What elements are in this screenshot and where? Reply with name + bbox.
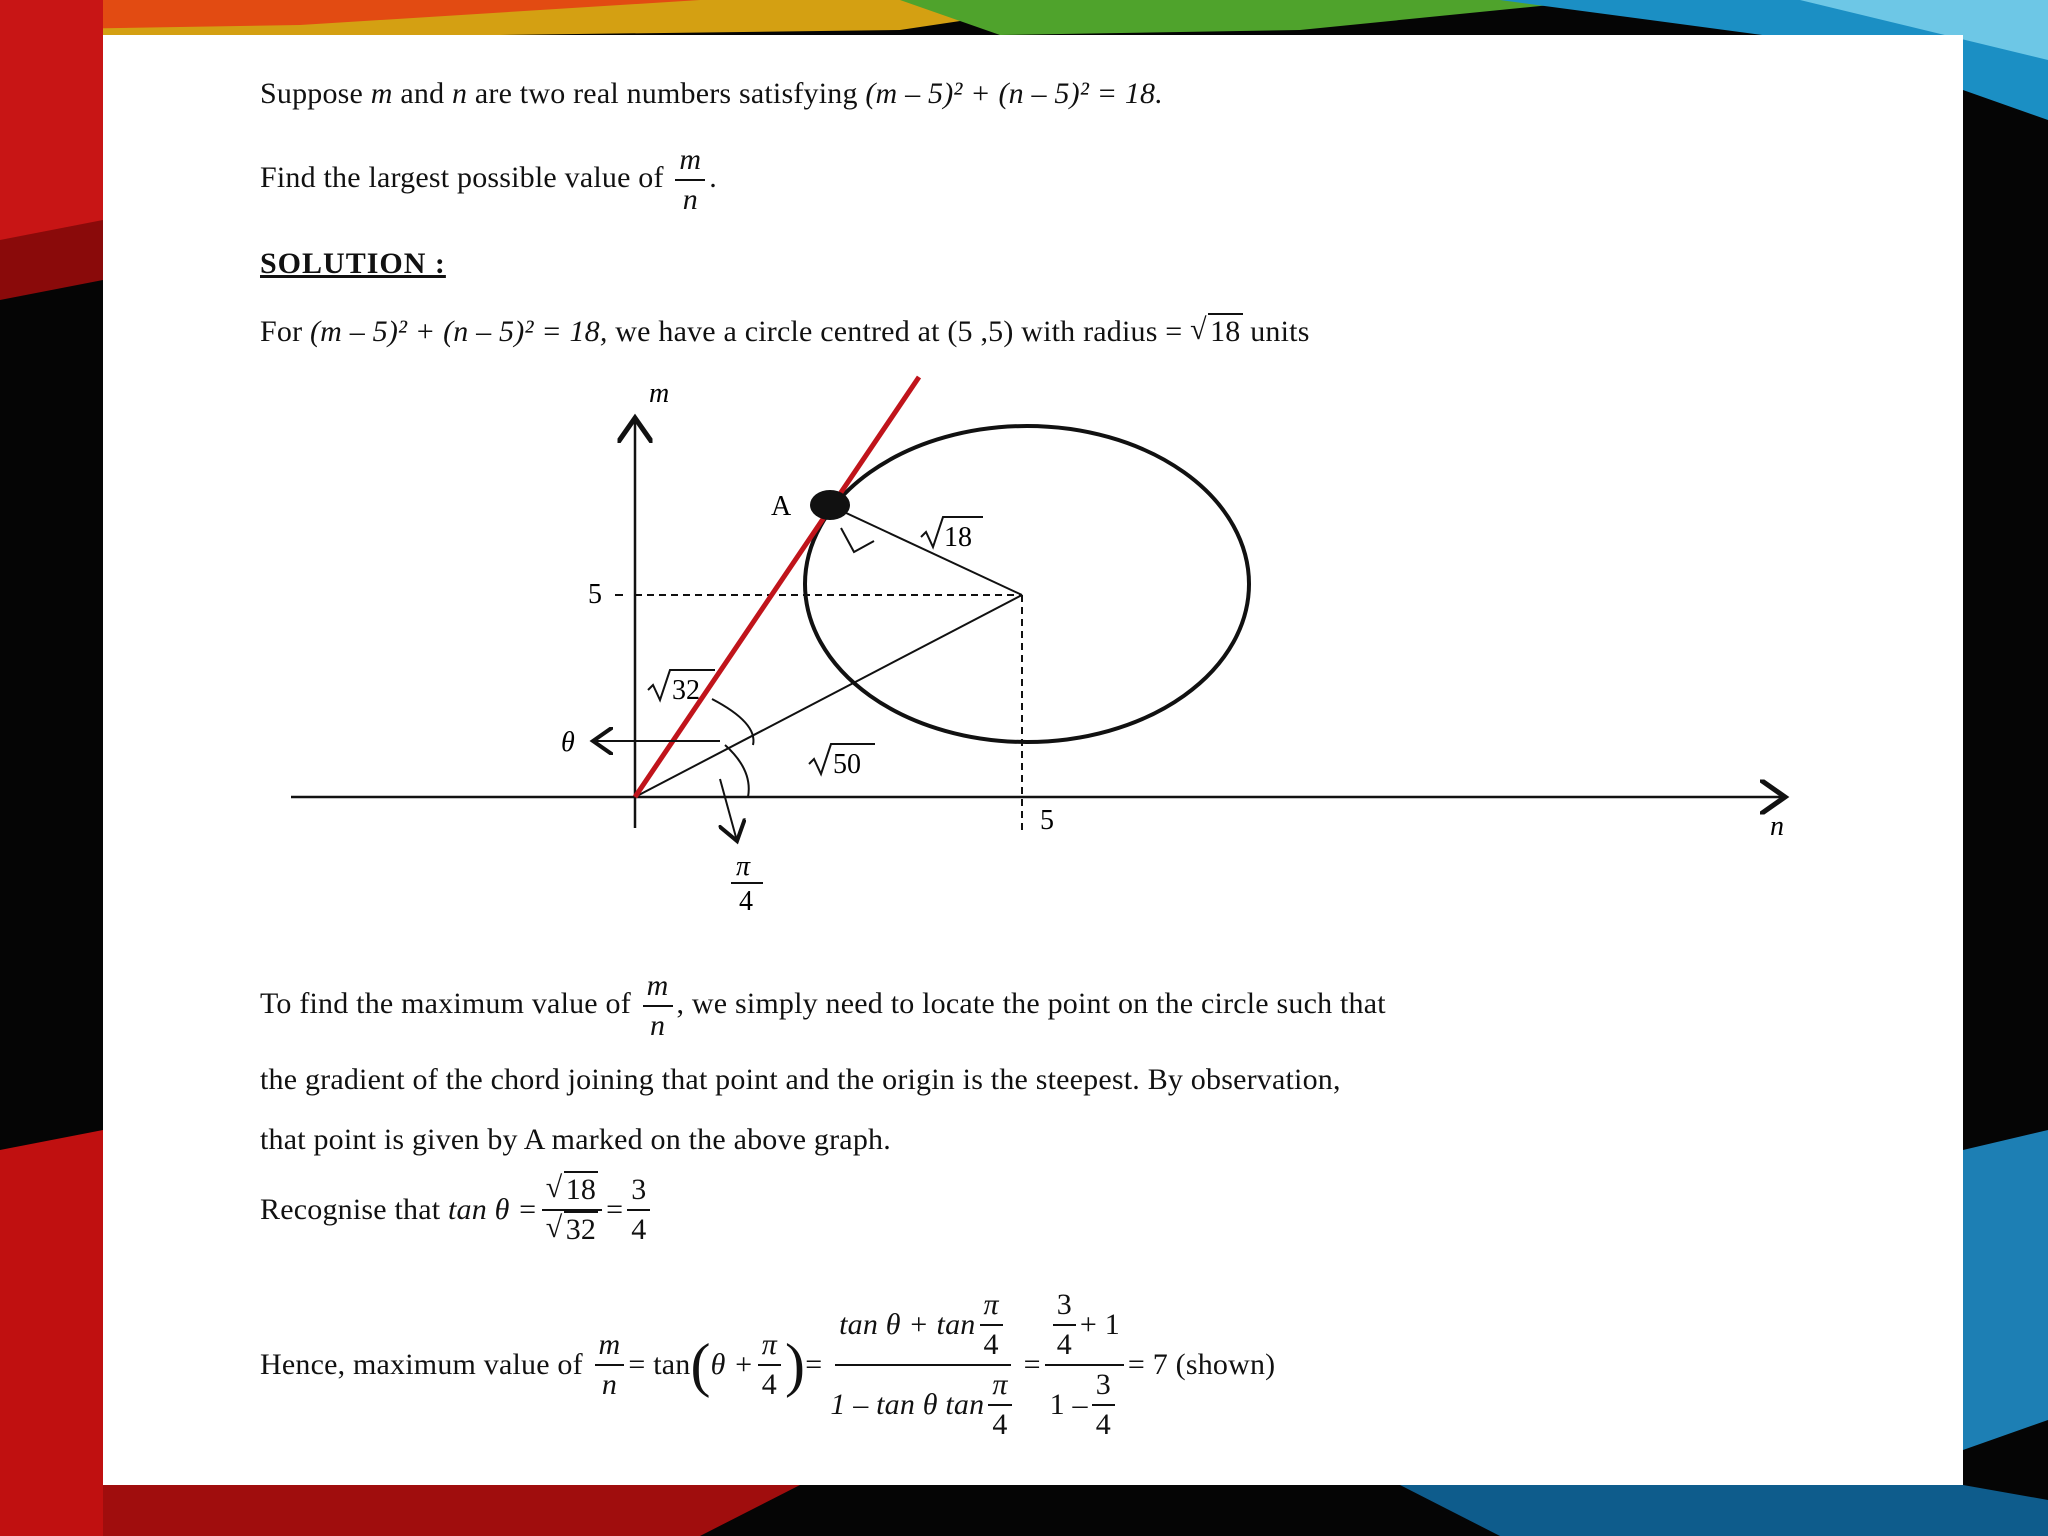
hence-text: Hence, maximum value of — [260, 1348, 583, 1381]
tangent-line — [635, 377, 919, 797]
three-quarters-top: $\frac{3}{4}$ — [1053, 1290, 1076, 1360]
pi-over-4-top: $\frac{\pi}{4}$ — [980, 1290, 1003, 1360]
tan-sum-numerator: tan θ + tan — [839, 1308, 976, 1341]
problem-intro: Suppose — [260, 77, 364, 110]
slide-content — [103, 35, 1963, 1485]
three-quarters: $\frac{3}{4}$ — [627, 1175, 650, 1245]
fraction-m-over-n-3: $\frac{m}{n}$ — [595, 1330, 625, 1400]
pi-over-4-bottom: $\frac{\pi}{4}$ — [988, 1370, 1011, 1440]
geometry-diagram — [103, 35, 1963, 1485]
equals-seven: = 7 — [1127, 1348, 1168, 1381]
circle-equation: (m – 5)² + (n – 5)² = 18, — [309, 315, 608, 348]
three-quarters-bottom: $\frac{3}{4}$ — [1092, 1370, 1115, 1440]
label-sqrt50 — [809, 744, 875, 780]
explanation-line-3: that point is given by A marked on the above graph. — [260, 1123, 891, 1156]
svg-text:50: 50 — [833, 749, 861, 780]
recognise-text: Recognise that — [260, 1193, 441, 1226]
pi4-arc — [725, 745, 749, 797]
solution-heading: SOLUTION : — [260, 247, 446, 280]
tick-label-5-n: 5 — [1040, 805, 1054, 836]
pi4-arrow — [720, 779, 737, 841]
point-A-label: A — [771, 491, 792, 522]
problem-equation: (m – 5)² + (n – 5)² = 18. — [865, 77, 1163, 110]
fraction-m-over-n: $\frac{m}{n}$ — [675, 145, 705, 215]
axis-label-m: m — [649, 378, 670, 409]
var-n: n — [451, 77, 468, 110]
one-minus: 1 – — [1049, 1388, 1088, 1421]
circle — [805, 426, 1249, 742]
sqrt-ratio: √ 18 √ 32 — [542, 1175, 602, 1245]
var-m: m — [370, 77, 393, 110]
svg-text:32: 32 — [672, 675, 700, 706]
pi-over-4: $\frac{\pi}{4}$ — [758, 1330, 781, 1400]
fraction-m-over-n-2: $\frac{m}{n}$ — [643, 971, 673, 1041]
tick-label-5-m: 5 — [588, 579, 602, 610]
label-sqrt32 — [648, 670, 715, 706]
right-paren: ) — [785, 1332, 806, 1398]
equals-tan: = tan — [628, 1348, 691, 1381]
equals: = — [606, 1193, 624, 1226]
left-paren: ( — [690, 1332, 711, 1398]
circle-description: we have a circle centred at (5 ,5) with radius = — [615, 315, 1183, 348]
svg-text:18: 18 — [944, 522, 972, 553]
period: . — [709, 160, 717, 194]
equals-2: = — [805, 1348, 823, 1381]
radius-sqrt: √ 18 — [1190, 315, 1242, 349]
numeric-fraction — [1045, 1290, 1124, 1440]
tan-theta: tan θ = — [447, 1193, 538, 1226]
equals-3: = — [1023, 1348, 1041, 1381]
problem-and: and — [400, 77, 445, 110]
explanation-end: , we simply need to locate the point on the circle such that — [676, 986, 1386, 1020]
units-word: units — [1250, 315, 1310, 348]
shown-label: (shown) — [1175, 1348, 1276, 1381]
point-A — [810, 490, 850, 520]
problem-rest: are two real numbers satisfying — [474, 77, 858, 110]
tan-sum-denominator: 1 – tan θ tan — [830, 1388, 985, 1421]
for-word: For — [260, 315, 303, 348]
label-sqrt18 — [921, 517, 983, 553]
explanation-line-2: the gradient of the chord joining that point and the origin is the steepest. By observation, — [260, 1063, 1341, 1096]
pi-label: π — [736, 851, 751, 882]
recognise-line — [260, 1175, 654, 1245]
pi4-denominator: 4 — [739, 886, 753, 917]
hence-line — [260, 1290, 1275, 1440]
theta-label: θ — [561, 727, 575, 758]
problem-find: Find the largest possible value of — [260, 160, 664, 194]
explanation-start: To find the maximum value of — [260, 986, 631, 1020]
axis-label-n: n — [1770, 811, 1784, 842]
tan-addition-fraction — [826, 1290, 1019, 1440]
plus-one: + 1 — [1079, 1308, 1120, 1341]
right-angle-marker — [841, 528, 874, 552]
theta-plus: θ + — [710, 1348, 754, 1381]
explanation-line-1 — [260, 971, 1386, 1041]
